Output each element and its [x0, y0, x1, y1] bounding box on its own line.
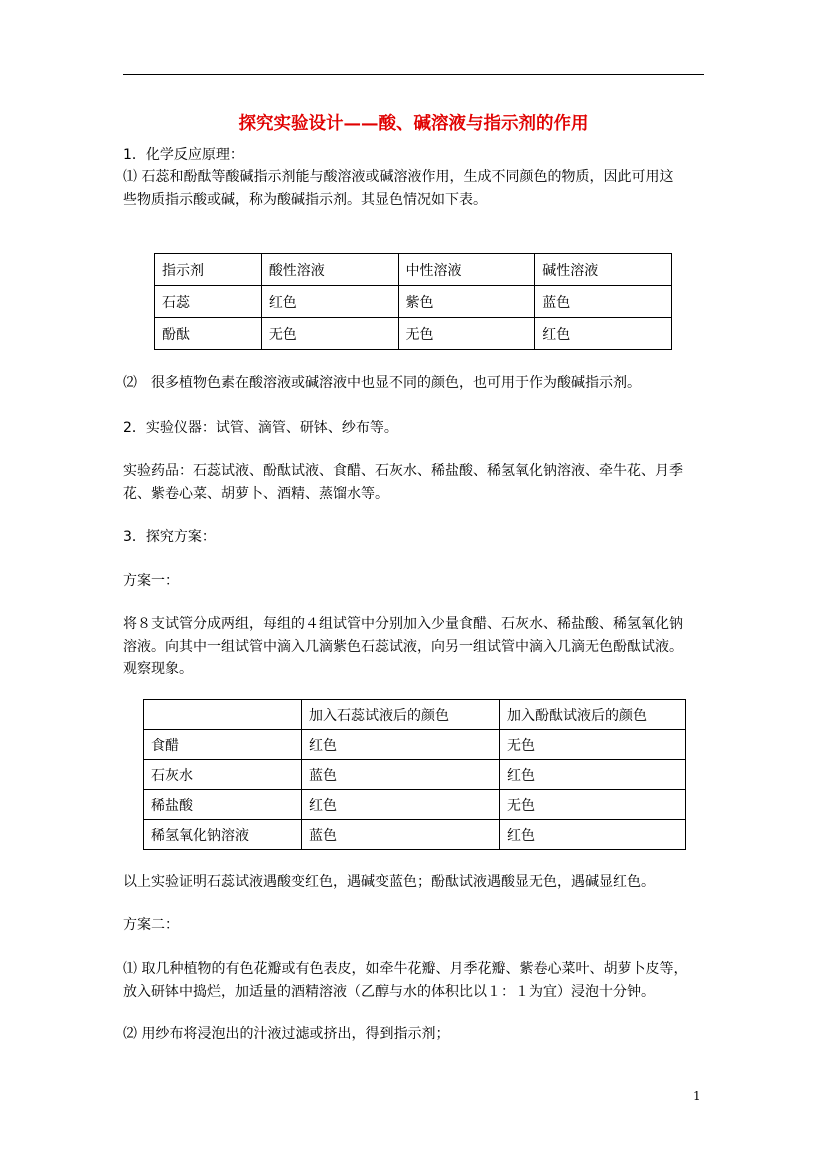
section-2-heading: 2．实验仪器：试管、滴管、研钵、纱布等。	[123, 420, 398, 436]
plan-2-step-2: ⑵ 用纱布将浸泡出的汁液过滤或挤出，得到指示剂；	[123, 1026, 450, 1042]
plan-1-heading: 方案一：	[123, 573, 179, 589]
table-cell: 红色	[302, 790, 500, 820]
table-cell: 酚酞	[155, 318, 262, 350]
paragraph-1-line-2: 些物质指示酸或碱，称为酸碱指示剂。其显色情况如下表。	[123, 192, 487, 208]
table-cell: 食醋	[144, 730, 302, 760]
section-1-heading: 1．化学反应原理：	[123, 147, 244, 163]
table-cell: 稀盐酸	[144, 790, 302, 820]
table-header-row	[144, 700, 686, 730]
table-cell: 红色	[535, 318, 672, 350]
table-row	[155, 286, 672, 318]
table-cell: 红色	[500, 820, 686, 850]
experiment-result-table	[143, 699, 686, 850]
drugs-line-2: 花、紫卷心菜、胡萝卜、酒精、蒸馏水等。	[123, 486, 389, 502]
table-cell: 红色	[302, 730, 500, 760]
table-row	[144, 790, 686, 820]
table-cell: 红色	[261, 286, 398, 318]
table-cell: 无色	[500, 730, 686, 760]
plan-2-step-1-line-1: ⑴ 取几种植物的有色花瓣或有色表皮，如牵牛花瓣、月季花瓣、紫卷心菜叶、胡萝卜皮等，	[123, 961, 688, 977]
table-cell: 加入石蕊试液后的颜色	[302, 700, 500, 730]
drugs-line-1: 实验药品：石蕊试液、酚酞试液、食醋、石灰水、稀盐酸、稀氢氧化钠溶液、牵牛花、月季	[123, 463, 683, 479]
table-cell: 石灰水	[144, 760, 302, 790]
section-3-heading: 3．探究方案：	[123, 529, 216, 545]
table-row	[144, 820, 686, 850]
table-cell: 酸性溶液	[261, 254, 398, 286]
table-cell: 中性溶液	[398, 254, 535, 286]
table-cell: 指示剂	[155, 254, 262, 286]
table-cell: 无色	[398, 318, 535, 350]
plan-1-line-2: 溶液。向其中一组试管中滴入几滴紫色石蕊试液，向另一组试管中滴入几滴无色酚酞试液。	[123, 639, 683, 655]
table-cell: 蓝色	[535, 286, 672, 318]
paragraph-2: ⑵ 很多植物色素在酸溶液或碱溶液中也显不同的颜色，也可用于作为酸碱指示剂。	[123, 375, 641, 391]
document-title: 探究实验设计——酸、碱溶液与指示剂的作用	[238, 114, 589, 134]
conclusion: 以上实验证明石蕊试液遇酸变红色，遇碱变蓝色；酚酞试液遇酸显无色，遇碱显红色。	[123, 874, 655, 890]
table-row	[144, 760, 686, 790]
header-rule	[123, 74, 704, 75]
plan-1-line-3: 观察现象。	[123, 661, 193, 677]
plan-1-line-1: 将８支试管分成两组，每组的４组试管中分别加入少量食醋、石灰水、稀盐酸、稀氢氧化钠	[123, 616, 683, 632]
table-cell: 无色	[261, 318, 398, 350]
table-cell: 稀氢氧化钠溶液	[144, 820, 302, 850]
table-cell: 蓝色	[302, 820, 500, 850]
plan-2-step-1-line-2: 放入研钵中捣烂，加适量的酒精溶液（乙醇与水的体积比以１：１为宜）浸泡十分钟。	[123, 984, 655, 1000]
plan-2-heading: 方案二：	[123, 917, 179, 933]
paragraph-1-line-1: ⑴ 石蕊和酚酞等酸碱指示剂能与酸溶液或碱溶液作用，生成不同颜色的物质，因此可用这	[123, 169, 674, 185]
table-row	[155, 318, 672, 350]
table-header-row	[155, 254, 672, 286]
table-row	[144, 730, 686, 760]
indicator-color-table	[154, 253, 672, 350]
table-cell: 红色	[500, 760, 686, 790]
table-cell: 碱性溶液	[535, 254, 672, 286]
table-cell: 无色	[500, 790, 686, 820]
table-cell	[144, 700, 302, 730]
table-cell: 加入酚酞试液后的颜色	[500, 700, 686, 730]
page-number: 1	[693, 1089, 701, 1103]
table-cell: 蓝色	[302, 760, 500, 790]
table-cell: 石蕊	[155, 286, 262, 318]
table-cell: 紫色	[398, 286, 535, 318]
